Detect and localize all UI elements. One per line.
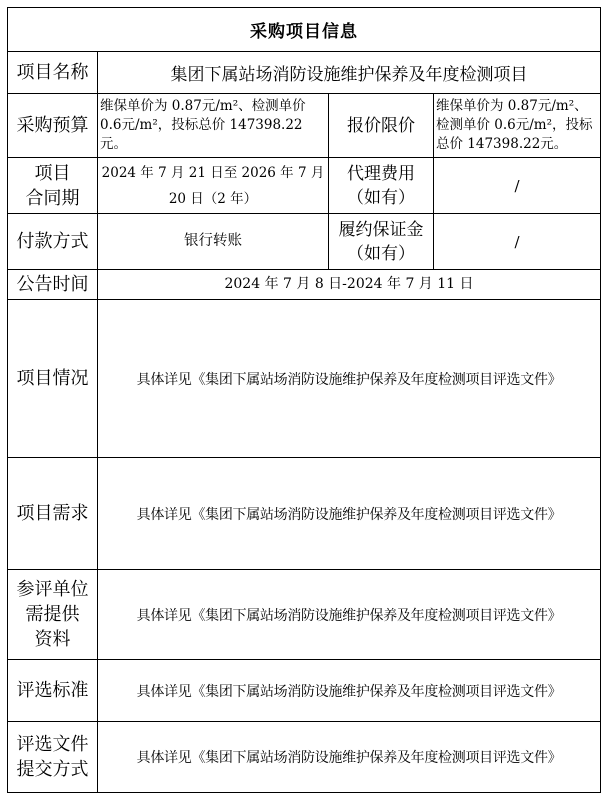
detail-value: 具体详见《集团下属站场消防设施维护保养及年度检测项目评选文件》 [98,458,601,570]
detail-label [8,660,98,722]
detail-value: 具体详见《集团下属站场消防设施维护保养及年度检测项目评选文件》 [98,660,601,722]
detail-label [8,300,98,458]
detail-row [8,722,601,793]
table-title-row [8,8,601,52]
detail-label-line: 评选文件 [16,734,89,755]
detail-label [8,570,98,660]
contract-period-label-line1: 项目 [34,162,71,184]
price-limit-value: 维保单价为 0.87元/m²、检测单价 0.6元/m²，投标总价 147398.22元。 [434,94,601,158]
agency-fee-value: / [434,158,601,214]
announcement-value: 2024 年 7 月 8 日-2024 年 7 月 11 日 [98,270,601,300]
price-limit-label: 报价限价 [329,94,434,158]
agency-fee-label-line2: （如有） [347,187,415,208]
detail-label-line: 参评单位 [16,579,89,600]
deposit-label-line2: （如有） [347,243,415,264]
deposit-label-line1: 履约保证金 [338,219,424,240]
contract-period-label [8,158,98,214]
contract-period-label-line2: 合同期 [25,187,80,209]
detail-row [8,570,601,660]
detail-label-line: 需提供 [25,604,80,625]
detail-label [8,458,98,570]
detail-value: 具体详见《集团下属站场消防设施维护保养及年度检测项目评选文件》 [98,722,601,793]
detail-label-line: 资料 [34,629,71,650]
payment-label: 付款方式 [8,214,98,270]
detail-label [8,722,98,793]
payment-value: 银行转账 [98,214,329,270]
agency-fee-label-line1: 代理费用 [347,163,415,184]
procurement-info-table [7,7,601,793]
contract-period-value: 2024 年 7 月 21 日至 2026 年 7 月 20 日（2 年） [98,158,329,214]
detail-label-line: 提交方式 [16,759,89,780]
table-title: 采购项目信息 [8,8,601,52]
announcement-label: 公告时间 [8,270,98,300]
detail-label-line: 评选标准 [16,680,89,701]
detail-label-line: 项目需求 [16,503,89,524]
project-name-value: 集团下属站场消防设施维护保养及年度检测项目 [98,52,601,94]
budget-row [8,94,601,158]
budget-label: 采购预算 [8,94,98,158]
contract-period-row [8,158,601,214]
agency-fee-label [329,158,434,214]
project-name-label: 项目名称 [8,52,98,94]
budget-value: 维保单价为 0.87元/m²、检测单价 0.6元/m²，投标总价 147398.22元。 [98,94,329,158]
project-name-row [8,52,601,94]
detail-label-line: 项目情况 [16,368,89,389]
deposit-label [329,214,434,270]
detail-row [8,458,601,570]
deposit-value: / [434,214,601,270]
detail-value: 具体详见《集团下属站场消防设施维护保养及年度检测项目评选文件》 [98,570,601,660]
announcement-row [8,270,601,300]
payment-row [8,214,601,270]
detail-row [8,660,601,722]
detail-value: 具体详见《集团下属站场消防设施维护保养及年度检测项目评选文件》 [98,300,601,458]
detail-row [8,300,601,458]
